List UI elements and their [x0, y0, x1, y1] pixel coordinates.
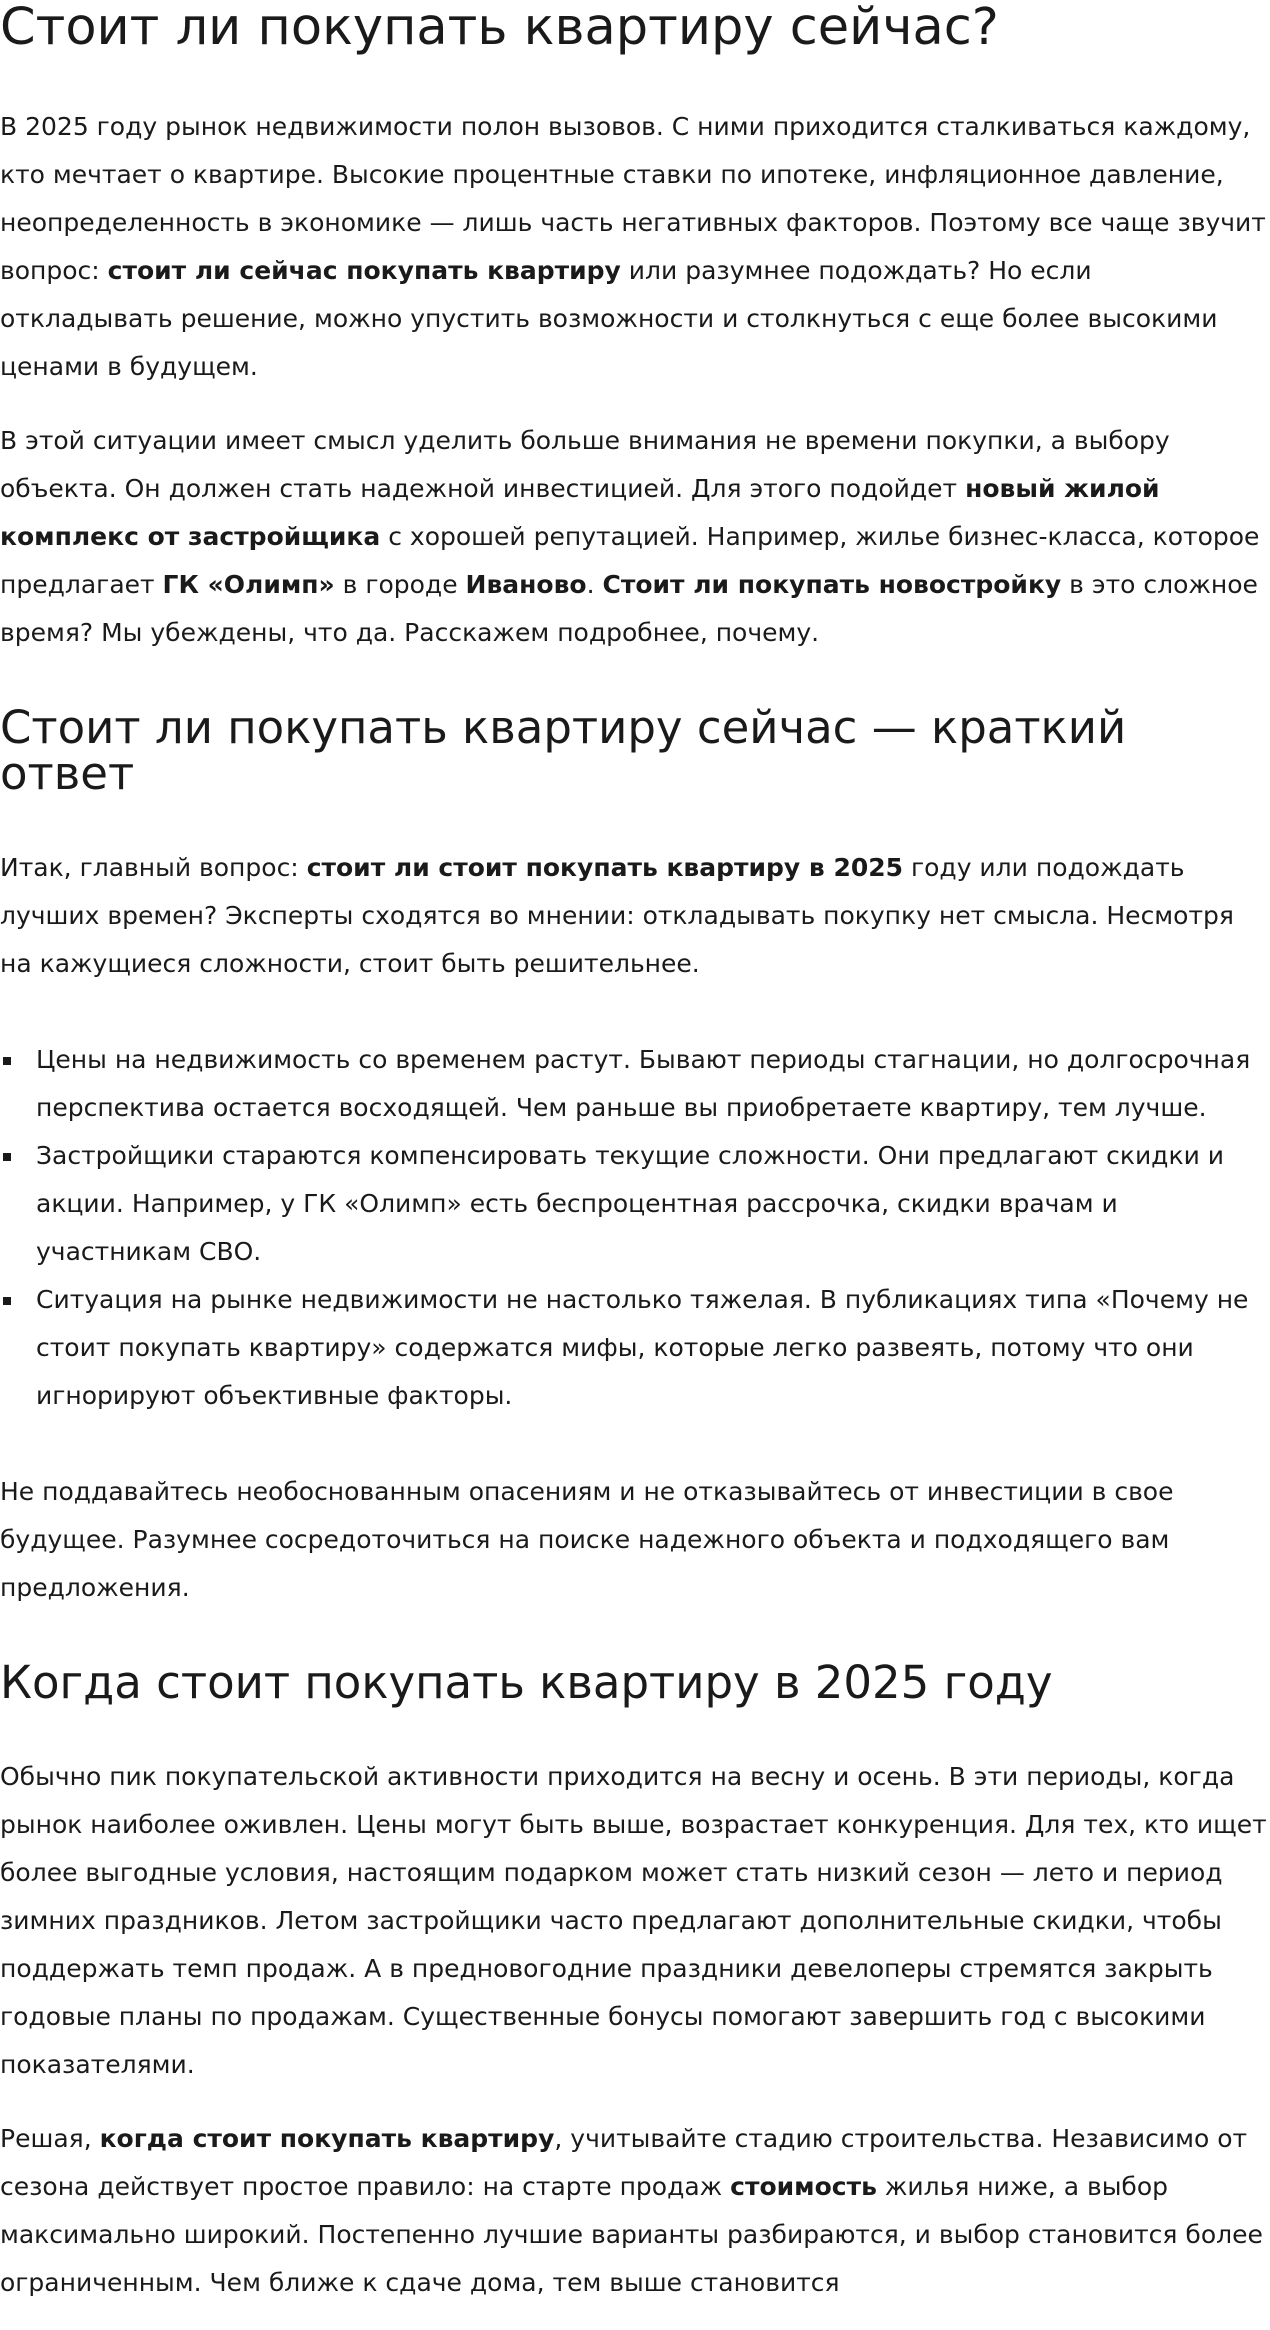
list-item: Цены на недвижимость со временем растут. Бывают периоды стагнации, но долгосрочная перспектива остается восходящей. Чем раньше вы приобретаете квартиру, тем лучше. — [0, 1036, 1270, 1132]
text: , учитывайте стадию строительства. Независимо от сезона действует простое правило: на старте продаж — [0, 2124, 1248, 2201]
text: . — [586, 570, 603, 599]
bold-text: когда стоит покупать квартиру — [99, 2124, 555, 2153]
text: жилья ниже, а выбор максимально широкий. Постепенно лучшие варианты разбираются, и выбор становится более ограниченным. Чем ближе к сдаче дома, тем выше становится — [0, 2172, 1263, 2297]
text: Итак, главный вопрос: — [0, 853, 307, 882]
text: году или подождать лучших времен? Эксперты сходятся во мнении: откладывать покупку нет смысла. Несмотря на кажущиеся сложности, стоит быть решительнее. — [0, 853, 1234, 978]
text: в городе — [334, 570, 466, 599]
section-heading-short-answer: Стоит ли покупать квартиру сейчас — краткий ответ — [0, 701, 1127, 800]
bold-text: стоит ли сейчас покупать квартиру — [107, 256, 621, 285]
text: в это сложное время? Мы убеждены, что да. Расскажем подробнее, почему. — [0, 570, 1258, 647]
bold-text: Стоит ли покупать новостройку — [602, 570, 1062, 599]
bold-text: ГК «Олимп» — [162, 570, 335, 599]
reasons-list — [0, 1036, 1270, 1420]
section1-paragraph-1 — [0, 844, 1270, 988]
bold-text: стоит ли стоит покупать квартиру в 2025 — [306, 853, 904, 882]
list-item: Ситуация на рынке недвижимости не настолько тяжелая. В публикациях типа «Почему не стоит покупать квартиру» содержатся мифы, которые легко развеять, потому что они игнорируют объективные факторы. — [0, 1276, 1270, 1420]
bold-text: новый жилой комплекс от застройщика — [0, 474, 1160, 551]
section-heading-when-to-buy: Когда стоит покупать квартиру в 2025 году — [0, 1656, 1053, 1709]
bold-text: стоимость — [730, 2172, 877, 2201]
section2-paragraph-2 — [0, 2115, 1270, 2307]
text: или разумнее подождать? Но если откладывать решение, можно упустить возможности и столкнуться с еще более высокими ценами в будущем. — [0, 256, 1218, 381]
intro-paragraph-2 — [0, 417, 1270, 657]
section2-paragraph-1: Обычно пик покупательской активности приходится на весну и осень. В эти периоды, когда рынок наиболее оживлен. Цены могут быть выше, возрастает конкуренция. Для тех, кто ищет более выгодные условия, настоящим подарком может стать низкий сезон — лето и период зимних праздников. Летом застройщики часто предлагают дополнительные скидки, чтобы поддержать темп продаж. А в предновогодние праздники девелоперы стремятся закрыть годовые планы по продажам. Существенные бонусы помогают завершить год с высокими показателями. — [0, 1762, 1267, 2079]
page-title: Стоит ли покупать квартиру сейчас? — [0, 0, 999, 57]
text: с хорошей репутацией. Например, жилье бизнес-класса, которое предлагает — [0, 522, 1260, 599]
text: В этой ситуации имеет смысл уделить больше внимания не времени покупки, а выбору объекта. Он должен стать надежной инвестицией. Для этого подойдет — [0, 426, 1170, 503]
list-item: Застройщики стараются компенсировать текущие сложности. Они предлагают скидки и акции. Например, у ГК «Олимп» есть беспроцентная рассрочка, скидки врачам и участникам СВО. — [0, 1132, 1270, 1276]
section1-paragraph-2: Не поддавайтесь необоснованным опасениям и не отказывайтесь от инвестиции в свое будущее. Разумнее сосредоточиться на поиске надежного объекта и подходящего вам предложения. — [0, 1477, 1174, 1602]
intro-paragraph-1 — [0, 103, 1270, 391]
bold-text: Иваново — [465, 570, 587, 599]
text: Решая, — [0, 2124, 100, 2153]
text: В 2025 году рынок недвижимости полон вызовов. С ними приходится сталкиваться каждому, кто мечтает о квартире. Высокие процентные ставки по ипотеке, инфляционное давление, неопределенность в экономике — лишь часть негативных факторов. Поэтому все чаще звучит вопрос: — [0, 112, 1266, 285]
